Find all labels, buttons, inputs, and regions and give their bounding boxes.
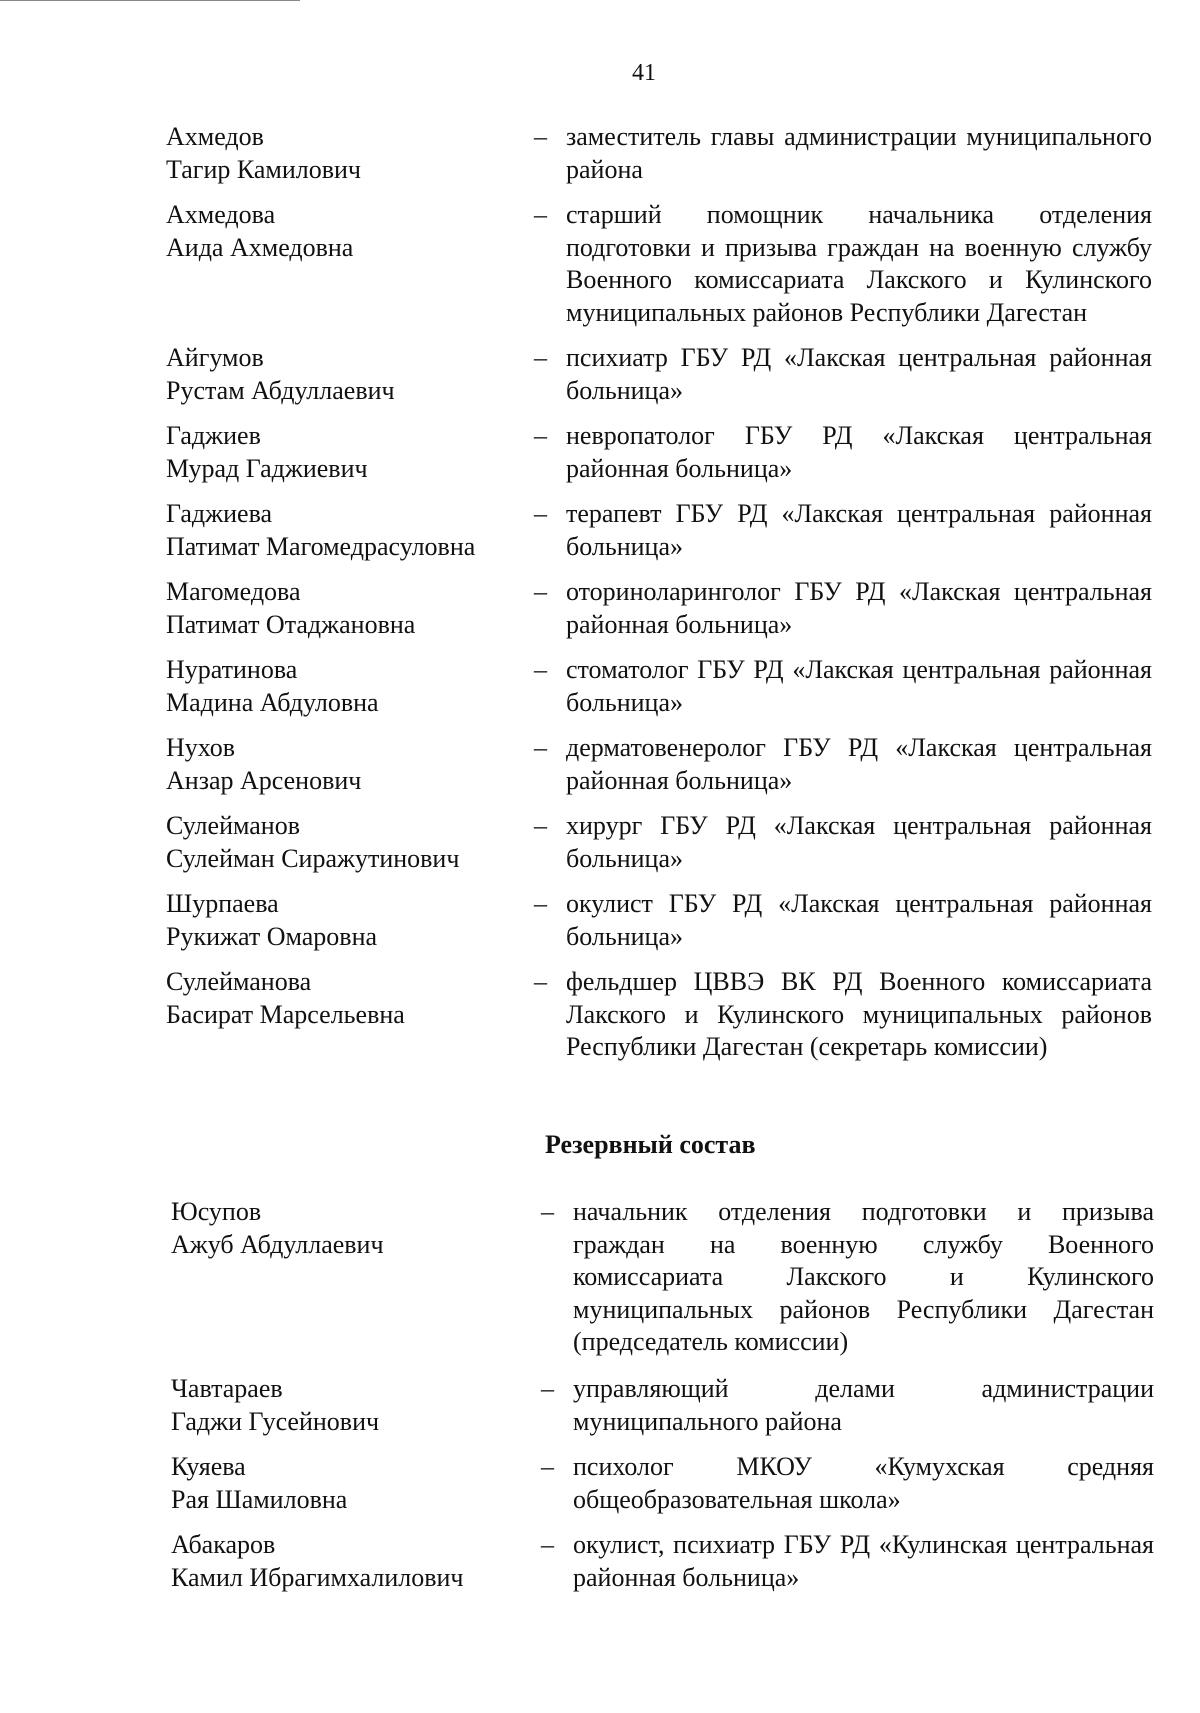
member-name	[171, 1529, 541, 1594]
member-given-names: Аида Ахмедовна	[166, 232, 354, 262]
member-surname: Юсупов	[171, 1197, 262, 1226]
dash: –	[541, 1530, 554, 1559]
member-role: управляющий делами администрации муниципального района	[573, 1374, 1154, 1436]
member-surname: Нухов	[166, 733, 236, 762]
member-surname: Магомедова	[166, 577, 301, 606]
member-role: заместитель главы администрации муниципального района	[566, 122, 1152, 184]
member-surname: Гаджиева	[166, 499, 273, 528]
member-given-names: Анзар Арсенович	[166, 765, 362, 795]
member-name	[166, 888, 536, 953]
dash: –	[534, 200, 547, 229]
member-role: фельдшер ЦВВЭ ВК РД Военного комиссариата Лакского и Кулинского муниципальных районов Республики Дагестан (секретарь комиссии)	[566, 967, 1152, 1061]
dash: –	[534, 889, 547, 918]
member-surname: Сулейманова	[166, 967, 312, 996]
member-surname: Чавтараев	[171, 1374, 283, 1403]
member-role: хирург ГБУ РД «Лакская центральная районная больница»	[566, 811, 1152, 873]
member-surname: Шурпаева	[166, 889, 279, 918]
dash: –	[541, 1197, 554, 1226]
member-role: психолог МКОУ «Кумухская средняя общеобразовательная школа»	[573, 1452, 1154, 1514]
member-name	[166, 121, 536, 186]
member-given-names: Рукижат Омаровна	[166, 921, 378, 951]
member-given-names: Камил Ибрагимхалилович	[171, 1562, 464, 1592]
page-number: 41	[632, 60, 656, 86]
member-given-names: Гаджи Гусейнович	[171, 1406, 380, 1436]
dash: –	[534, 655, 547, 684]
member-role: терапевт ГБУ РД «Лакская центральная районная больница»	[566, 499, 1152, 561]
member-given-names: Мадина Абдуловна	[166, 687, 379, 717]
member-name	[171, 1373, 541, 1438]
member-given-names: Тагир Камилович	[166, 154, 361, 184]
dash: –	[541, 1452, 554, 1481]
member-surname: Айгумов	[166, 343, 264, 372]
member-role: окулист, психиатр ГБУ РД «Кулинская центральная районная больница»	[573, 1530, 1154, 1592]
member-surname: Нуратинова	[166, 655, 298, 684]
member-given-names: Рустам Абдуллаевич	[166, 375, 395, 405]
member-role: психиатр ГБУ РД «Лакская центральная районная больница»	[566, 343, 1152, 405]
member-name	[166, 810, 536, 875]
member-surname: Куяева	[171, 1452, 246, 1481]
member-name	[166, 576, 536, 641]
member-role: дерматовенеролог ГБУ РД «Лакская центральная районная больница»	[566, 733, 1152, 795]
member-surname: Абакаров	[171, 1530, 276, 1559]
member-given-names: Мурад Гаджиевич	[166, 453, 368, 483]
member-name	[166, 342, 536, 407]
member-role: окулист ГБУ РД «Лакская центральная районная больница»	[566, 889, 1152, 951]
member-name	[166, 966, 536, 1031]
member-surname: Ахмедова	[166, 200, 276, 229]
member-given-names: Патимат Отаджановна	[166, 609, 416, 639]
member-name	[166, 498, 536, 563]
dash: –	[534, 733, 547, 762]
member-surname: Гаджиев	[166, 421, 261, 450]
dash: –	[541, 1374, 554, 1403]
member-name	[166, 732, 536, 797]
dash: –	[534, 122, 547, 151]
member-given-names: Сулейман Сиражутинович	[166, 843, 460, 873]
dash: –	[534, 811, 547, 840]
member-role: оториноларинголог ГБУ РД «Лакская центральная районная больница»	[566, 577, 1152, 639]
member-role: старший помощник начальника отделения подготовки и призыва граждан на военную службу Военного комиссариата Лакского и Кулинского муниципальных районов Республики Дагестан	[566, 200, 1152, 327]
member-role: стоматолог ГБУ РД «Лакская центральная районная больница»	[566, 655, 1152, 717]
member-given-names: Басират Марсельевна	[166, 999, 405, 1029]
member-given-names: Патимат Магомедрасуловна	[166, 531, 476, 561]
scan-edge-line	[0, 0, 300, 1]
dash: –	[534, 421, 547, 450]
member-name	[166, 420, 536, 485]
member-name	[171, 1196, 541, 1261]
member-name	[166, 199, 536, 264]
dash: –	[534, 343, 547, 372]
member-given-names: Ажуб Абдуллаевич	[171, 1229, 384, 1259]
member-name	[171, 1451, 541, 1516]
reserve-section-heading: Резервный состав	[545, 1130, 756, 1159]
member-surname: Сулейманов	[166, 811, 300, 840]
member-role: начальник отделения подготовки и призыва граждан на военную службу Военного комиссариата Лакского и Кулинского муниципальных районов Республики Дагестан (председатель комиссии)	[573, 1197, 1154, 1356]
member-role: невропатолог ГБУ РД «Лакская центральная районная больница»	[566, 421, 1152, 483]
member-surname: Ахмедов	[166, 122, 264, 151]
dash: –	[534, 499, 547, 528]
member-name	[166, 654, 536, 719]
member-given-names: Рая Шамиловна	[171, 1484, 348, 1514]
dash: –	[534, 967, 547, 996]
dash: –	[534, 577, 547, 606]
